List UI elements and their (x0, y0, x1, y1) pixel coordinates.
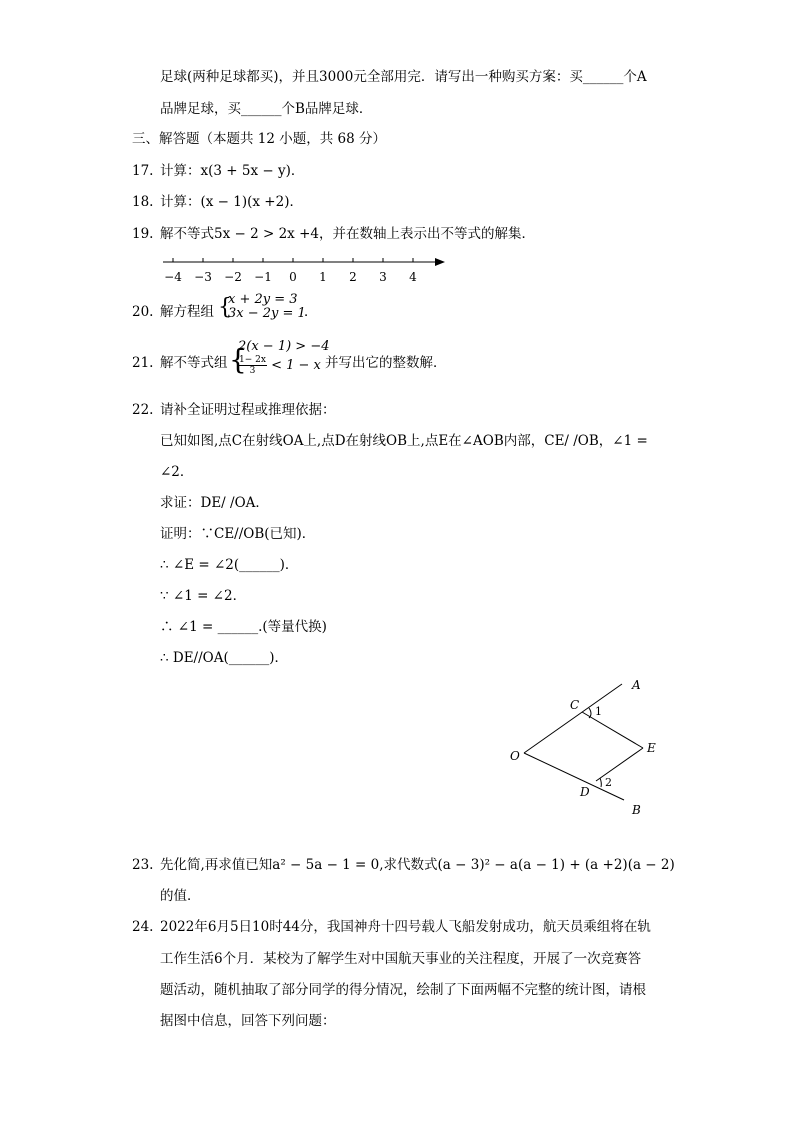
q22-given-1: 已知如图,点C在射线OA上,点D在射线OB上,点E在∠AOB内部，CE/ /OB，∠1 = (160, 433, 648, 449)
q20-prefix: 解方程组 (160, 304, 214, 320)
q17-number: 17. (132, 163, 154, 179)
tick-label: −4 (164, 270, 182, 284)
q21-eq2-rest: < 1 − x (271, 358, 321, 373)
label-angle-2: 2 (605, 776, 612, 789)
q21-brace: { (229, 343, 247, 376)
q23-line-2: 的值． (160, 888, 201, 904)
q22-proof-5: ∴ DE//OA(______)． (160, 650, 289, 666)
q18-text: 计算：(x − 1)(x +2)． (160, 194, 303, 210)
q24-line-4: 据图中信息，回答下列问题： (160, 1013, 336, 1029)
tick-label: 3 (379, 270, 387, 284)
segment-CE (582, 712, 643, 748)
q21-system (238, 339, 330, 377)
q22-proof-3: ∵ ∠1 = ∠2． (160, 588, 247, 604)
segment-DE (596, 748, 643, 781)
q22-proof-4: ∴ ∠1 = ______.(等量代换) (160, 619, 327, 635)
q21-fraction (238, 355, 267, 376)
q20-system (228, 293, 306, 321)
tick-label: −3 (194, 270, 212, 284)
label-A: A (632, 678, 641, 692)
intro-line-1: 足球(两种足球都买)，并且3000元全部用完．请写出一种购买方案：买______个A (160, 69, 647, 85)
q24-line-2: 工作生活6个月．某校为了解学生对中国航天事业的关注程度，开展了一次竞赛答 (160, 951, 642, 967)
q21-prefix: 解不等式组 (160, 355, 228, 371)
intro-line-2: 品牌足球，买______个B品牌足球． (160, 101, 373, 117)
label-O: O (510, 749, 520, 763)
tick-label: 2 (349, 270, 357, 284)
tick-label: 1 (319, 270, 327, 284)
number-line (155, 252, 455, 288)
q22-number: 22. (132, 402, 154, 418)
q24-number: 24. (132, 919, 154, 935)
q20-eq2: 3x − 2y = 1 (228, 306, 306, 321)
geometry-figure (500, 672, 670, 822)
q22-proof-2: ∴ ∠E = ∠2(______)． (160, 557, 299, 573)
q21-number: 21. (132, 355, 154, 371)
label-E: E (647, 741, 656, 755)
q17-text: 计算：x(3 + 5x − y)． (160, 163, 305, 179)
q22-proof-1: 证明：∵CE//OB(已知)． (160, 526, 316, 542)
q21-frac-num: 1− 2x (239, 355, 266, 365)
label-B: B (632, 803, 641, 817)
q22-prove: 求证：DE/ /OA． (160, 495, 269, 511)
q20-suffix: ． (304, 304, 318, 320)
q21-suffix: 并写出它的整数解． (325, 355, 447, 371)
q19-number: 19. (132, 226, 154, 242)
label-D: D (580, 785, 590, 799)
q19-text: 解不等式5x − 2 > 2x +4，并在数轴上表示出不等式的解集． (160, 226, 535, 242)
q20-number: 20. (132, 304, 154, 320)
q22-title: 请补全证明过程或推理依据： (160, 402, 336, 418)
q23-number: 23. (132, 857, 154, 873)
angle-2-arc (600, 778, 601, 787)
ray-OA (524, 684, 622, 753)
q20-eq1: x + 2y = 3 (228, 292, 298, 307)
tick-label: −2 (224, 270, 242, 284)
q21-frac-den: 3 (249, 366, 256, 376)
label-angle-1: 1 (595, 705, 602, 718)
tick-label: −1 (254, 270, 272, 284)
tick-label: 4 (409, 270, 417, 284)
q18-number: 18. (132, 194, 154, 210)
q24-line-1: 2022年6月5日10时44分，我国神舟十四号载人飞船发射成功，航天员乘组将在轨 (160, 919, 651, 935)
section-header: 三、解答题（本题共 12 小题，共 68 分） (132, 131, 387, 147)
tick-label: 0 (289, 270, 297, 284)
q23-line-1: 先化简,再求值已知a² − 5a − 1 = 0,求代数式(a − 3)² − a(a − 1) + (a +2)(a − 2) (160, 857, 675, 873)
q24-line-3: 题活动，随机抽取了部分同学的得分情况，绘制了下面两幅不完整的统计图，请根 (160, 982, 646, 998)
q20-brace: { (218, 295, 232, 320)
q22-given-2: ∠2． (160, 464, 194, 480)
q21-eq1: 2(x − 1) > −4 (238, 339, 330, 354)
label-C: C (570, 698, 580, 712)
